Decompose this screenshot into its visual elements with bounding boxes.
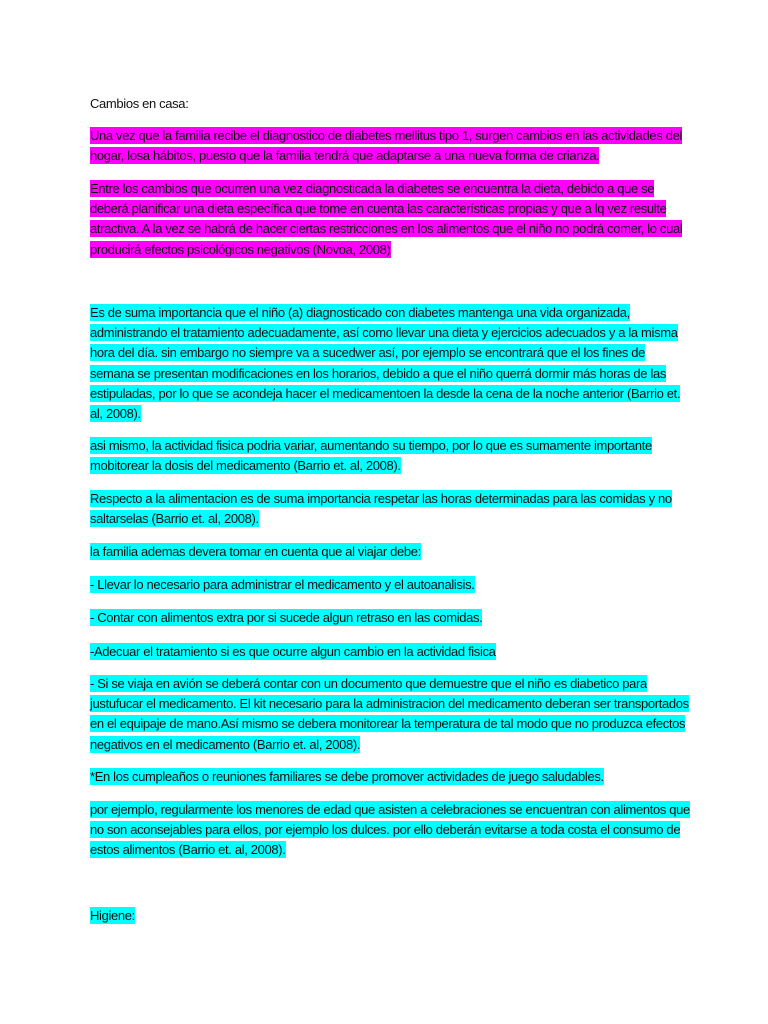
paragraph-celebration-foods: por ejemplo, regularmente los menores de edad que asisten a celebraciones se encuentran con alimentos que no son aconsejables para ellos, por ejemplo los dulces. por ello deberán evitarse a toda costa el consumo de estos alimentos (Barrio et. al, 2008). [90,802,690,858]
paragraph-organized-life: Es de suma importancia que el niño (a) diagnosticado con diabetes mantenga una vida organizada, administrando el tratamiento adecuadamente, así como llevar una dieta y ejercicios adecuados y a la misma hora del día. sin embargo no siempre va a sucedwer así, por ejemplo se encontrará que el los fines de semana se presentan modificaciones en los horarios, debido a que el niño querrá dormir más horas de las estipuladas, por lo que se acondeja hacer el medicamentoen la desde la cena de la noche anterior (Barrio et. al, 2008). [90,305,681,422]
paragraph-meal-times: Respecto a la alimentacion es de suma importancia respetar las horas determinadas para las comidas y no saltarselas (Barrio et. al, 2008). [90,491,672,527]
section-heading-cambios: Cambios en casa: [90,96,189,111]
paragraph-travel-intro: la familia ademas devera tomar en cuenta que al viajar debe: [90,544,421,559]
paragraph-physical-activity: asi mismo, la actividad fisica podria variar, aumentando su tiempo, por lo que es sumamente importante mobitorear la dosis del medicamento (Barrio et. al, 2008). [90,438,652,474]
list-item-travel-treatment: -Adecuar el tratamiento si es que ocurre algun cambio en la actividad fisica [90,644,496,659]
list-item-travel-medication: - Llevar lo necesario para administrar el medicamento y el autoanalisis. [90,577,475,592]
paragraph-diagnosis: Una vez que la familia recibe el diagnostico de diabetes mellitus tipo 1, surgen cambios en las actividades del hogar, losa hábitos, puesto que la familia tendrá que adaptarse a una nueva forma de crianza. [90,128,683,164]
list-item-travel-food: - Contar con alimentos extra por si sucede algun retraso en las comidas. [90,610,483,625]
paragraph-birthdays: *En los cumpleaños o reuniones familiares se debe promover actividades de juego saludables. [90,769,604,784]
section-heading-higiene: Higiene: [90,908,135,923]
paragraph-diet-changes: Entre los cambios que ocurren una vez diagnosticada la diabetes se encuentra la dieta, debido a que se deberá planificar una dieta específica que tome en cuenta las características propias y que a lq vez resulte atractiva. A la vez se habrá de hacer ciertas restricciones en los alimentos que el niño no podrá comer, lo cual producirá efectos psicológicos negativos (Novoa, 2008) [90,181,683,257]
list-item-travel-plane: - Si se viaja en avión se deberá contar con un documento que demuestre que el niño es diabetico para justufucar el medicamento. El kit necesario para la administracion del medicamento deberan ser transportados en el equipaje de mano.Así mismo se debera monitorear la temperatura de tal modo que no produzca efectos negativos en el medicamento (Barrio et. al, 2008). [90,676,689,752]
